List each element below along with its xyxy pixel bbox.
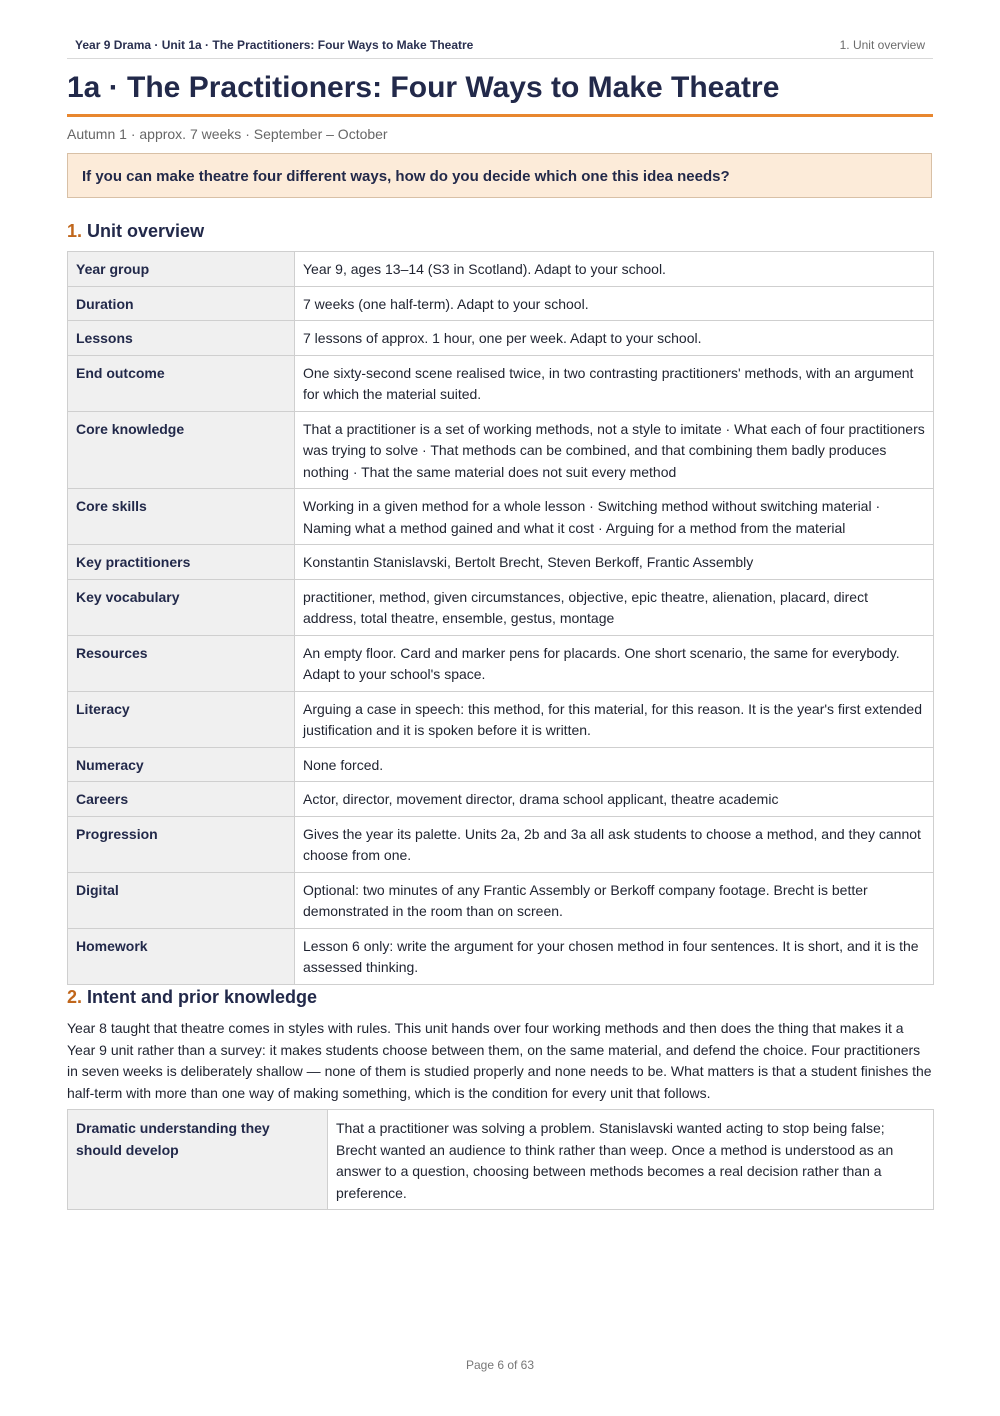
key-question-box: [67, 153, 932, 198]
row-value: practitioner, method, given circumstances, objective, epic theatre, alienation, placard, direct address, total theatre, ensemble, gestus, montage: [295, 579, 934, 635]
row-value: That a practitioner was solving a problem. Stanislavski wanted acting to stop being false; Brecht wanted an audience to think rather than weep. Once a method is understood as an answer to a question, choosing between methods becomes a real decision rather than a preference.: [328, 1110, 934, 1210]
section-number: 1.: [67, 221, 83, 241]
row-value: Lesson 6 only: write the argument for your chosen method in four sentences. It is short, and it is the assessed thinking.: [295, 928, 934, 984]
row-key: Year group: [68, 252, 295, 287]
row-key: Numeracy: [68, 747, 295, 782]
row-key: Duration: [68, 286, 295, 321]
row-key: Dramatic understanding they should develop: [68, 1110, 328, 1210]
table-row: [68, 545, 934, 580]
row-key: Homework: [68, 928, 295, 984]
table-row: [68, 747, 934, 782]
section-heading-unit-overview: [67, 219, 204, 243]
unit-meta: Autumn 1 · approx. 7 weeks · September – October: [67, 126, 388, 142]
row-key: Careers: [68, 782, 295, 817]
running-title: Year 9 Drama · Unit 1a · The Practitioners: Four Ways to Make Theatre: [75, 38, 474, 52]
row-value: 7 weeks (one half-term). Adapt to your school.: [295, 286, 934, 321]
row-key: Resources: [68, 635, 295, 691]
table-row: [68, 691, 934, 747]
table-row: [68, 411, 934, 489]
row-key: Progression: [68, 816, 295, 872]
row-value: Working in a given method for a whole lesson · Switching method without switching material · Naming what a method gained and what it cost · Arguing for a method from the material: [295, 489, 934, 545]
section-title: Intent and prior knowledge: [87, 987, 318, 1007]
page-number: Page 6 of 63: [465, 1358, 535, 1372]
table-row: [68, 816, 934, 872]
row-value: An empty floor. Card and marker pens for placards. One short scenario, the same for everybody. Adapt to your school's space.: [295, 635, 934, 691]
table-row: [68, 489, 934, 545]
unit-overview-table: [67, 251, 934, 985]
table-row: [68, 321, 934, 356]
running-section-label: 1. Unit overview: [839, 38, 925, 52]
row-key: Core skills: [68, 489, 295, 545]
row-key: Literacy: [68, 691, 295, 747]
page-title: 1a · The Practitioners: Four Ways to Make Theatre: [67, 71, 780, 104]
dramatic-understanding-table: [67, 1109, 934, 1210]
intent-paragraph: Year 8 taught that theatre comes in styles with rules. This unit hands over four working methods and then does the thing that makes it a Year 9 unit rather than a survey: it makes students choose between them, on the same material, and defend the choice. Four practitioners in seven weeks is deliberately shallow — none of them is studied properly and none needs to be. What matters is that a student finishes the half-term with more than one way of making something, which is the condition for every unit that follows.: [67, 1020, 932, 1101]
table-row: [68, 355, 934, 411]
table-row: [68, 579, 934, 635]
row-value: Optional: two minutes of any Frantic Assembly or Berkoff company footage. Brecht is better demonstrated in the room than on screen.: [295, 872, 934, 928]
table-row: [68, 928, 934, 984]
section-number: 2.: [67, 987, 83, 1007]
row-key: Lessons: [68, 321, 295, 356]
row-value: One sixty-second scene realised twice, in two contrasting practitioners' methods, with an argument for which the material suited.: [295, 355, 934, 411]
row-value: Konstantin Stanislavski, Bertolt Brecht, Steven Berkoff, Frantic Assembly: [295, 545, 934, 580]
row-value: Arguing a case in speech: this method, for this material, for this reason. It is the year's first extended justification and it is spoken before it is written.: [295, 691, 934, 747]
section-heading-intent: [67, 985, 317, 1009]
key-question: If you can make theatre four different ways, how do you decide which one this idea needs?: [82, 168, 730, 185]
row-value: Gives the year its palette. Units 2a, 2b and 3a all ask students to choose a method, and they cannot choose from one.: [295, 816, 934, 872]
row-key: Key practitioners: [68, 545, 295, 580]
table-row: [68, 635, 934, 691]
section-title: Unit overview: [87, 221, 205, 241]
title-underline: [67, 114, 933, 117]
table-row: [68, 782, 934, 817]
table-row: [68, 1110, 934, 1210]
row-value: 7 lessons of approx. 1 hour, one per week. Adapt to your school.: [295, 321, 934, 356]
row-key: Key vocabulary: [68, 579, 295, 635]
table-row: [68, 872, 934, 928]
row-key: End outcome: [68, 355, 295, 411]
row-value: Actor, director, movement director, drama school applicant, theatre academic: [295, 782, 934, 817]
row-value: None forced.: [295, 747, 934, 782]
row-value: Year 9, ages 13–14 (S3 in Scotland). Adapt to your school.: [295, 252, 934, 287]
row-key: Digital: [68, 872, 295, 928]
row-value: That a practitioner is a set of working methods, not a style to imitate · What each of four practitioners was trying to solve · That methods can be combined, and that combining them badly produces nothing · That the same material does not suit every method: [295, 411, 934, 489]
table-row: [68, 252, 934, 287]
running-header: [67, 37, 933, 59]
table-row: [68, 286, 934, 321]
row-key: Core knowledge: [68, 411, 295, 489]
